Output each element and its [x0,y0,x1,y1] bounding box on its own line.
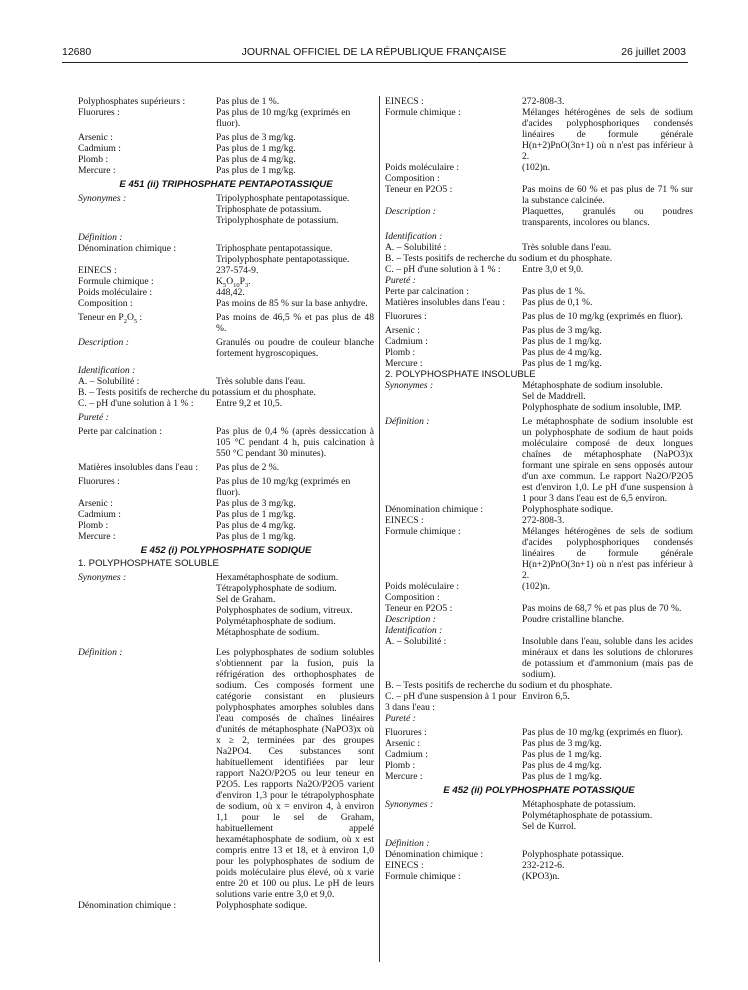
column-divider [379,96,380,962]
spec-row: Formule chimique : Mélanges hétérogènes de sels de sodium d'acides polyphosphoriques condensés linéaires de formule générale H(n+2)PnO(3n+1) où n n'est pas inférieur à 2. [385,526,693,581]
synonyms-row: Synonymes : Métaphosphate de potassium. Polymétaphosphate de potassium. Sel de Kurrol. [385,799,653,832]
spec-row: Composition : [385,173,440,184]
spec-row: EINECS : 232-212-6. [385,860,565,871]
spec-row: Mercure : Pas plus de 1 mg/kg. [385,358,602,369]
synonyms-row: Synonymes : Tripolyphosphate pentapotassique. Triphosphate de potassium. Tripolyphosphate de potassium. [78,193,350,226]
spec-row: Fluorures : Pas plus de 10 mg/kg (exprimés en fluor). [78,476,351,498]
spec-row: Cadmium : Pas plus de 1 mg/kg. [78,143,296,154]
left-column [78,96,374,911]
spec-row: Description : Plaquettes, granulés ou poudres transparents, incolores ou blancs. [385,206,693,228]
spec-row: C. – pH d'une suspension à 1 pour 3 dans l'eau : Environ 6,5. [385,691,570,713]
spec-row: Poids moléculaire : (102)n. [385,162,550,173]
definition-row: Définition : Les polyphosphates de sodium solubles s'obtiennent par la fusion, puis la réfrigération des orthophosphates de sodium. Ces composés forment une catégorie consistant en plusieurs polyphosphates amorphes solubles dans l'eau composés de chaînes linéaires d'unités de métaphosphate (NaPO3)x où x ≥ 2, terminées par des groupes Na2PO4. Ces substances sont habituellement identifiées par leur rapport Na2O/P2O5 ou leur teneur en P2O5. Les rapports Na2O/P2O5 varient d'environ 1,3 pour le tétrapolyphosphate de sodium, où x = environ 4, à environ 1,1 pour le sel de Graham, habituellement appelé hexamétaphosphate de sodium, où x est compris entre 13 et 18, et à environ 1,0 pour les polyphosphates de sodium de poids moléculaire plus élevé, où x varie entre 20 et 100 ou plus. Le pH de leurs solutions varie entre 3,0 et 9,0. [78,647,374,900]
purity-label: Pureté : [78,412,109,423]
section-heading: E 452 (ii) POLYPHOSPHATE POTASSIQUE [443,785,635,796]
test-line: B. – Tests positifs de recherche du sodium et du phosphate. [385,253,613,264]
spec-row: Arsenic : Pas plus de 3 mg/kg. [385,738,602,749]
spec-row: EINECS : 272-808-3. [385,515,565,526]
spec-row: Matières insolubles dans l'eau : Pas plus de 0,1 %. [385,297,593,308]
spec-row: Poids moléculaire : 448,42. [78,287,245,298]
spec-row: Arsenic : Pas plus de 3 mg/kg. [78,132,296,143]
spec-row: Polyphosphates supérieurs : Pas plus de 1 %. [78,96,280,107]
purity-label: Pureté : [385,713,416,724]
spec-row: Perte par calcination : Pas plus de 1 %. [385,286,586,297]
spec-row: Perte par calcination : Pas plus de 0,4 % (après dessiccation à 105 °C pendant 4 h, puis calcination à 550 °C pendant 30 minutes). [78,426,374,459]
spec-row: Matières insolubles dans l'eau : Pas plus de 2 %. [78,462,280,473]
issue-date: 26 juillet 2003 [621,46,686,58]
spec-row: Plomb : Pas plus de 4 mg/kg. [78,154,296,165]
spec-row: Mercure : Pas plus de 1 mg/kg. [78,165,296,176]
definition-label: Définition : [78,232,123,243]
spec-row: Plomb : Pas plus de 4 mg/kg. [385,347,602,358]
synonyms-row: Synonymes : Métaphosphate de sodium insoluble. Sel de Maddrell. Polyphosphate de sodium insoluble, IMP. [385,380,682,413]
spec-row: A. – Solubilité : Insoluble dans l'eau, soluble dans les acides minéraux et dans les solutions de chlorures de potassium et d'ammonium (mais pas de sodium). [385,636,693,680]
spec-row: Cadmium : Pas plus de 1 mg/kg. [385,749,602,760]
section-heading: E 451 (ii) TRIPHOSPHATE PENTAPOTASSIQUE [119,179,333,190]
spec-row: Fluorures : Pas plus de 10 mg/kg (exprimés en fluor). [78,107,351,129]
spec-row: Dénomination chimique : Triphosphate pentapotassique. Tripolyphosphate pentapotassique. [78,243,350,265]
spec-row: C. – pH d'une solution à 1 % : Entre 9,2 et 10,5. [78,398,283,409]
spec-row: Cadmium : Pas plus de 1 mg/kg. [78,509,296,520]
page-number: 12680 [62,46,92,58]
spec-row: Dénomination chimique : Polyphosphate potassique. [385,849,624,860]
subsection-heading: 2. POLYPHOSPHATE INSOLUBLE [385,369,536,380]
definition-row: Définition : Le métaphosphate de sodium insoluble est un polyphosphate de sodium de haut poids moléculaire composé de deux longues chaînes de métaphosphate (NaPO3)x formant une spirale en sens opposés autour d'un axe commun. Le rapport Na2O/P2O5 est d'environ 1,0. Le pH d'une suspension à 1 pour 3 dans l'eau est de 6,5 environ. [385,416,693,504]
test-line: B. – Tests positifs de recherche du sodium et du phosphate. [385,680,613,691]
spec-row: Dénomination chimique : Polyphosphate sodique. [385,504,614,515]
synonyms-row: Synonymes : Hexamétaphosphate de sodium. Tétrapolyphosphate de sodium. Sel de Graham. Polyphosphates de sodium, vitreux. Polymétaphosphate de sodium. Métaphosphate de sodium. [78,572,353,638]
spec-row: C. – pH d'une solution à 1 % : Entre 3,0 et 9,0. [385,264,584,275]
subsection-heading: 1. POLYPHOSPHATE SOLUBLE [78,558,219,569]
spec-row: Teneur en P2O5 : Pas moins de 60 % et pas plus de 71 % sur la substance calcinée. [385,184,693,206]
spec-row: Teneur en $P_2O_5$ : Pas moins de 46,5 % et pas plus de 48 %. [78,312,374,334]
spec-row: Mercure : Pas plus de 1 mg/kg. [385,771,602,782]
spec-row: Plomb : Pas plus de 4 mg/kg. [385,760,602,771]
spec-row: Formule chimique : (KPO3)n. [385,871,560,882]
chemical-formula: $K_5O_{10}P_3$. [216,276,251,289]
spec-row: Description : Poudre cristalline blanche. [385,614,625,625]
spec-row: Teneur en P2O5 : Pas moins de 68,7 % et pas plus de 70 %. [385,603,682,614]
identification-label: Identification : [78,365,136,376]
spec-row: Fluorures : Pas plus de 10 mg/kg (exprimés en fluor). [385,727,683,738]
spec-row: Fluorures : Pas plus de 10 mg/kg (exprimés en fluor). [385,311,683,322]
spec-row: Plomb : Pas plus de 4 mg/kg. [78,520,296,531]
spec-row: Composition : Pas moins de 85 % sur la base anhydre. [78,298,368,309]
spec-row: Dénomination chimique : Polyphosphate sodique. [78,900,308,911]
purity-label: Pureté : [385,275,416,286]
spec-row: A. – Solubilité : Très soluble dans l'eau. [78,376,306,387]
spec-row: Formule chimique : Mélanges hétérogènes de sels de sodium d'acides polyphosphoriques condensés linéaires de formule générale H(n+2)PnO(3n+1) où n n'est pas inférieur à 2. [385,107,693,162]
definition-label: Définition : [385,838,430,849]
spec-row: Composition : [385,592,440,603]
spec-row: Formule chimique : $K_5O_{10}P_3$. [78,276,374,287]
identification-label: Identification : [385,231,443,242]
test-line: B. – Tests positifs de recherche du potassium et du phosphate. [78,387,316,398]
page-header [0,47,748,61]
spec-row: EINECS : 237-574-9. [78,265,259,276]
journal-title: JOURNAL OFFICIEL DE LA RÉPUBLIQUE FRANÇAISE [241,46,507,58]
spec-row: Mercure : Pas plus de 1 mg/kg. [78,531,296,542]
header-rule [62,62,688,63]
spec-row: EINECS : 272-808-3. [385,96,565,107]
right-column [385,96,693,882]
spec-row: Arsenic : Pas plus de 3 mg/kg. [78,498,296,509]
section-heading: E 452 (i) POLYPHOSPHATE SODIQUE [140,545,312,556]
spec-row: Poids moléculaire : (102)n. [385,581,550,592]
spec-row: Description : Granulés ou poudre de couleur blanche fortement hygroscopiques. [78,337,374,359]
identification-label: Identification : [385,625,443,636]
spec-row: Arsenic : Pas plus de 3 mg/kg. [385,325,602,336]
spec-row: A. – Solubilité : Très soluble dans l'eau. [385,242,612,253]
spec-row: Cadmium : Pas plus de 1 mg/kg. [385,336,602,347]
